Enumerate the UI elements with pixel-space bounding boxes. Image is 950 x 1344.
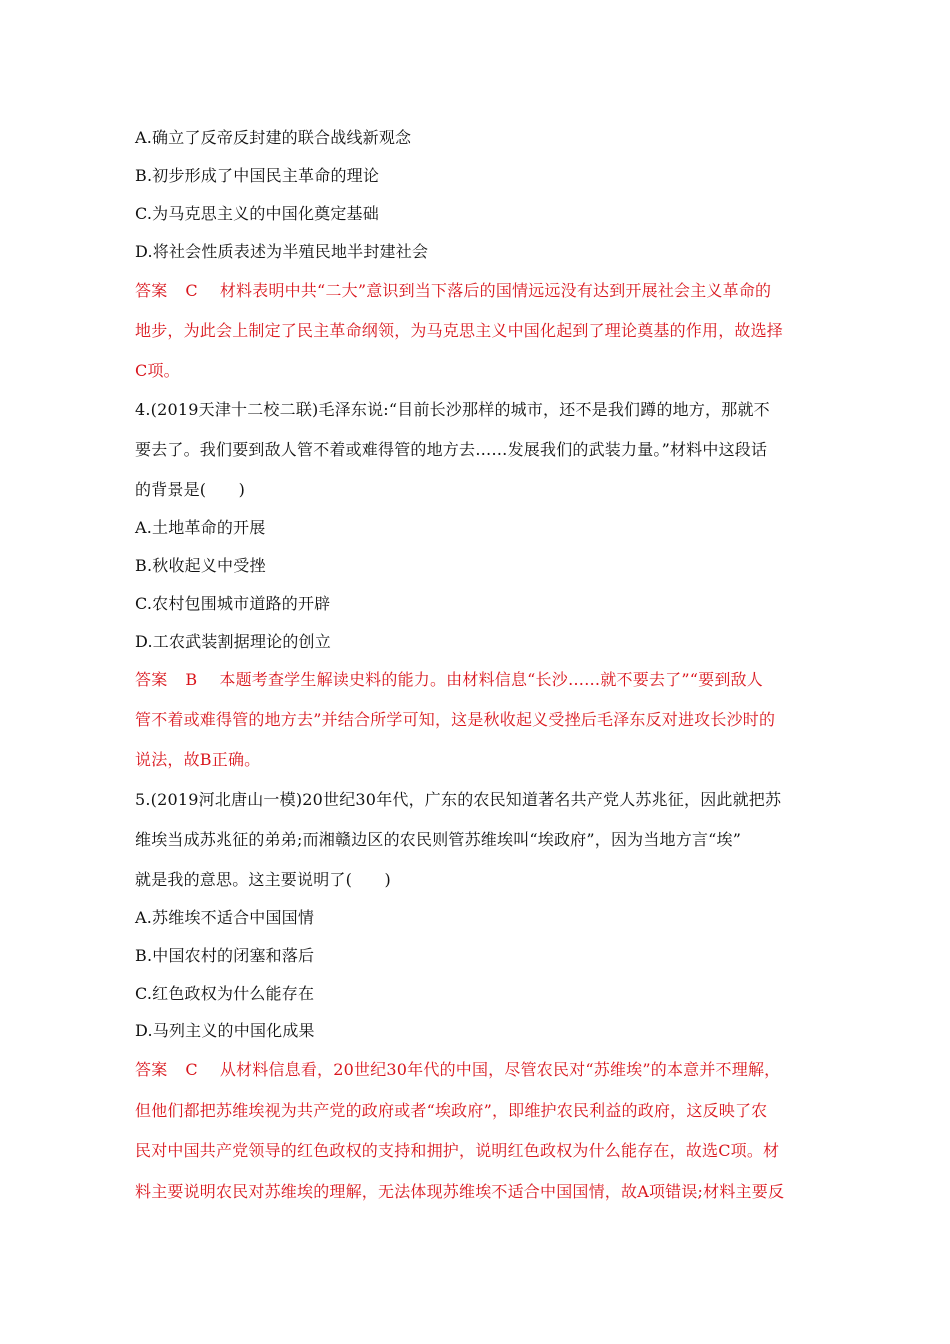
q5-answer-line-1: [135, 1060, 780, 1080]
q5-option-b: B.中国农村的闭塞和落后: [135, 946, 315, 965]
q5-option-c: C.红色政权为什么能存在: [135, 984, 315, 1003]
q4-stem-line-2: 要去了。我们要到敌人管不着或难得管的地方去……发展我们的武装力量。”材料中这段话: [135, 440, 768, 459]
q3-answer-text-3: C项。: [135, 361, 180, 380]
q4-answer-label: 答案: [135, 670, 168, 689]
q4-option-d: D.工农武装割据理论的创立: [135, 632, 331, 651]
q3-option-c: C.为马克思主义的中国化奠定基础: [135, 204, 379, 223]
q3-answer-label: 答案: [135, 281, 168, 300]
q5-stem-line-1: 5.(2019河北唐山一模)20世纪30年代，广东的农民知道著名共产党人苏兆征，因此就把苏: [135, 790, 782, 809]
q4-answer-text-2: 管不着或难得管的地方去”并结合所学可知，这是秋收起义受挫后毛泽东反对进攻长沙时的: [135, 710, 776, 729]
q3-answer-text-2: 地步，为此会上制定了民主革命纲领，为马克思主义中国化起到了理论奠基的作用，故选择: [135, 321, 784, 340]
q5-answer-text-2: 但他们都把苏维埃视为共产党的政府或者“埃政府”，即维护农民利益的政府，这反映了农: [135, 1101, 768, 1120]
q4-option-b: B.秋收起义中受挫: [135, 556, 266, 575]
q3-option-b: B.初步形成了中国民主革命的理论: [135, 166, 380, 185]
q4-answer-letter: B: [185, 670, 198, 689]
q3-option-a: A.确立了反帝反封建的联合战线新观念: [135, 128, 412, 147]
q3-answer-text-1: 材料表明中共“二大”意识到当下落后的国情远远没有达到开展社会主义革命的: [219, 281, 772, 300]
q5-option-a: A.苏维埃不适合中国国情: [135, 908, 315, 927]
q5-answer-label: 答案: [135, 1060, 168, 1079]
q4-stem-line-3: 的背景是( ): [135, 480, 246, 499]
q4-option-a: A.土地革命的开展: [135, 518, 266, 537]
q4-stem-line-1: 4.(2019天津十二校二联)毛泽东说:“目前长沙那样的城市，还不是我们蹲的地方，那就不: [135, 400, 770, 419]
q4-answer-text-1: 本题考查学生解读史料的能力。由材料信息“长沙……就不要去了”“要到敌人: [219, 670, 763, 689]
q4-answer-line-1: [135, 670, 763, 690]
q3-answer-line-1: [135, 281, 771, 301]
q5-answer-letter: C: [185, 1060, 198, 1079]
q5-answer-text-3: 民对中国共产党领导的红色政权的支持和拥护，说明红色政权为什么能存在，故选C项。材: [135, 1141, 780, 1160]
q3-option-d: D.将社会性质表述为半殖民地半封建社会: [135, 242, 429, 261]
q3-answer-letter: C: [185, 281, 198, 300]
q4-option-c: C.农村包围城市道路的开辟: [135, 594, 331, 613]
q5-option-d: D.马列主义的中国化成果: [135, 1021, 315, 1040]
q5-answer-text-1: 从材料信息看，20世纪30年代的中国，尽管农民对“苏维埃”的本意并不理解，: [219, 1060, 781, 1079]
q5-stem-line-3: 就是我的意思。这主要说明了( ): [135, 870, 391, 889]
q5-answer-text-4: 料主要说明农民对苏维埃的理解，无法体现苏维埃不适合中国国情，故A项错误;材料主要反: [135, 1182, 785, 1201]
q5-stem-line-2: 维埃当成苏兆征的弟弟;而湘赣边区的农民则管苏维埃叫“埃政府”，因为当地方言“埃”: [135, 830, 742, 849]
q4-answer-text-3: 说法，故B正确。: [135, 750, 261, 769]
